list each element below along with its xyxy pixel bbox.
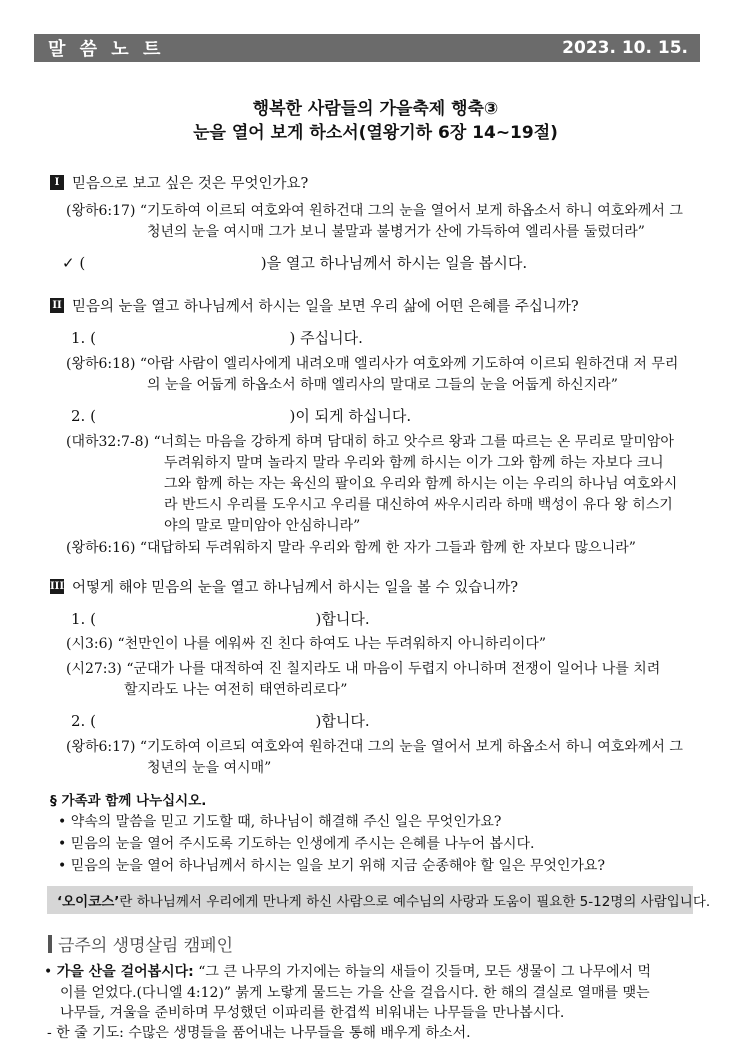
section2-verse2-l1: “너희는 마음을 강하게 하며 담대히 하고 앗수르 왕과 그를 따르는 온 무리로 말미암아 — [153, 434, 674, 450]
header-bar — [34, 34, 700, 62]
campaign-heading — [48, 931, 233, 956]
header-date: 2023. 10. 15. — [562, 38, 688, 58]
campaign-heading-text: 금주의 생명살림 캠페인 — [58, 936, 234, 956]
section3-ref3: (왕하6:17) — [66, 739, 136, 755]
section3-item1 — [71, 608, 370, 629]
section3-verse2-l2: 할지라도 나는 여전히 태연하리로다” — [124, 682, 348, 698]
section2-heading — [50, 295, 579, 316]
section3-number: III — [50, 581, 65, 592]
section3-ref2: (시27:3) — [66, 661, 122, 677]
section3-verse3-l2: 청년의 눈을 여시매” — [147, 760, 272, 776]
section3-ref1: (시3:6) — [66, 636, 113, 652]
oikos-bold: ‘오이코스’ — [57, 894, 120, 910]
campaign-l1: “그 큰 나무의 가지에는 하늘의 새들이 깃들며, 모든 생물이 그 나무에서 먹 — [198, 964, 651, 980]
section3-item2-open: 2. ( — [71, 712, 96, 730]
section2-item1-close: ) 주십니다. — [289, 329, 363, 347]
section1-number: I — [50, 175, 64, 190]
family-item-text: 믿음의 눈을 열어 주시도록 기도하는 인생에게 주시는 은혜를 나누어 봅시다. — [70, 836, 535, 852]
section1-verse-l1: “기도하여 이르되 여호와여 원하건대 그의 눈을 열어서 보게 하옵소서 하니 여호와께서 그 — [139, 203, 683, 219]
section3-heading — [50, 576, 518, 597]
title-line2: 눈을 열어 보게 하소서(열왕기하 6장 14~19절) — [193, 123, 558, 143]
family-item-text: 약속의 말씀을 믿고 기도할 때, 하나님이 해결해 주신 일은 무엇인가요? — [70, 814, 502, 830]
section1-heading-text: 믿음으로 보고 싶은 것은 무엇인가요? — [72, 176, 309, 192]
section2-verse2-l3: 그와 함께 하는 자는 육신의 팔이요 우리와 함께 하시는 이는 우리의 하나님 여호와시 — [164, 476, 678, 492]
campaign-l3: 나무들, 겨울을 준비하며 무성했던 이파리를 한겹씩 비워내는 나무들을 만나봅시다. — [60, 1005, 565, 1021]
section1-verse-l2: 청년의 눈을 여시매 그가 보니 불말과 불병거가 산에 가득하여 엘리사를 둘렀더라” — [147, 224, 645, 240]
title-line1: 행복한 사람들의 가을축제 행축③ — [252, 99, 499, 119]
oikos-rest: 란 하나님께서 우리에게 만나게 하신 사람으로 예수님의 사랑과 도움이 필요한 5-12명의 사람입니다. — [119, 894, 711, 910]
section3-item2-close: )합니다. — [315, 712, 370, 730]
section1-ref: (왕하6:17) — [66, 203, 136, 219]
section2-verse2-l2: 두려워하지 말며 놀라지 말라 우리와 함께 하시는 이가 그와 함께 하는 자보다 크니 — [164, 455, 664, 471]
heading-bar-icon — [48, 935, 52, 953]
section3-heading-text: 어떻게 해야 믿음의 눈을 열고 하나님께서 하시는 일을 볼 수 있습니까? — [72, 580, 519, 596]
section2-ref1: (왕하6:18) — [66, 356, 136, 372]
section3-item1-open: 1. ( — [71, 610, 96, 628]
section1-fill — [62, 252, 527, 273]
section2-verse1-l2: 의 눈을 어둡게 하옵소서 하매 엘리사의 말대로 그들의 눈을 어둡게 하신지라” — [147, 377, 618, 393]
oikos-note — [47, 886, 711, 914]
section2-number: II — [50, 298, 64, 313]
header-label: 말 씀 노 트 — [48, 39, 165, 60]
section3-verse1-text: “천만인이 나를 에워싸 진 친다 하여도 나는 두려워하지 아니하리이다” — [117, 636, 547, 652]
section3-verse1 — [66, 633, 546, 653]
check-icon: ✓ — [62, 254, 75, 272]
section2-verse3-text: “대답하되 두려워하지 말라 우리와 함께 한 자가 그들과 함께 한 자보다 많으니라” — [139, 540, 636, 556]
family-item: • 믿음의 눈을 열어 하나님께서 하시는 일을 보기 위해 지금 순종해야 할 일은 무엇인가요? — [58, 858, 605, 874]
section2-heading-text: 믿음의 눈을 열고 하나님께서 하시는 일을 보면 우리 삶에 어떤 은혜를 주십니까? — [72, 299, 579, 315]
section2-verse1 — [66, 353, 678, 373]
section2-ref3: (왕하6:16) — [66, 540, 136, 556]
section2-verse3 — [66, 537, 636, 557]
section1-fill-open: ( — [79, 254, 86, 272]
section3-verse2-l1: “군대가 나를 대적하여 진 칠지라도 내 마음이 두렵지 아니하며 전쟁이 일어나 나를 치려 — [126, 661, 661, 677]
section3-verse3 — [66, 736, 683, 756]
section2-ref2: (대하32:7-8) — [66, 434, 150, 450]
section2-verse2 — [66, 431, 674, 451]
family-item: • 약속의 말씀을 믿고 기도할 때, 하나님이 해결해 주신 일은 무엇인가요? — [58, 814, 502, 830]
bullet-icon: • — [44, 964, 53, 980]
family-item-text: 믿음의 눈을 열어 하나님께서 하시는 일을 보기 위해 지금 순종해야 할 일은 무엇인가요? — [70, 858, 605, 874]
family-heading: § 가족과 함께 나누십시오. — [50, 793, 207, 809]
campaign-prayer: - 한 줄 기도: 수많은 생명들을 품어내는 나무들을 통해 배우게 하소서. — [47, 1025, 471, 1041]
section1-verse — [66, 200, 683, 220]
family-item: • 믿음의 눈을 열어 주시도록 기도하는 인생에게 주시는 은혜를 나누어 봅시다. — [58, 836, 535, 852]
section2-item1-open: 1. ( — [71, 329, 96, 347]
section3-item2 — [71, 710, 370, 731]
campaign-l2: 이를 얻었다.(다니엘 4:12)” 붉게 노랗게 물드는 가을 산을 걸읍시다. 한 해의 결실로 열매를 맺는 — [60, 985, 650, 1001]
section3-item1-close: )합니다. — [315, 610, 370, 628]
section2-item2-open: 2. ( — [71, 407, 96, 425]
section3-verse2 — [66, 658, 660, 678]
section2-item1 — [71, 327, 363, 348]
section3-verse3-l1: “기도하여 이르되 여호와여 원하건대 그의 눈을 열어서 보게 하옵소서 하니 여호와께서 그 — [139, 739, 683, 755]
campaign-bold: 가을 산을 걸어봅시다: — [56, 964, 194, 980]
section2-item2 — [71, 405, 411, 426]
section2-verse2-l4: 라 반드시 우리를 도우시고 우리를 대신하여 싸우시리라 하매 백성이 유다 왕 히스기 — [164, 497, 673, 513]
section1-heading — [50, 172, 308, 193]
section1-fill-close: )을 열고 하나님께서 하시는 일을 봅시다. — [260, 254, 528, 272]
section2-verse2-l5: 야의 말로 말미암아 안심하니라” — [164, 518, 361, 534]
section2-verse1-l1: “아람 사람이 엘리사에게 내려오매 엘리사가 여호와께 기도하여 이르되 원하건대 저 무리 — [139, 356, 679, 372]
campaign-line1 — [44, 961, 651, 981]
section2-item2-close: )이 되게 하십니다. — [289, 407, 412, 425]
